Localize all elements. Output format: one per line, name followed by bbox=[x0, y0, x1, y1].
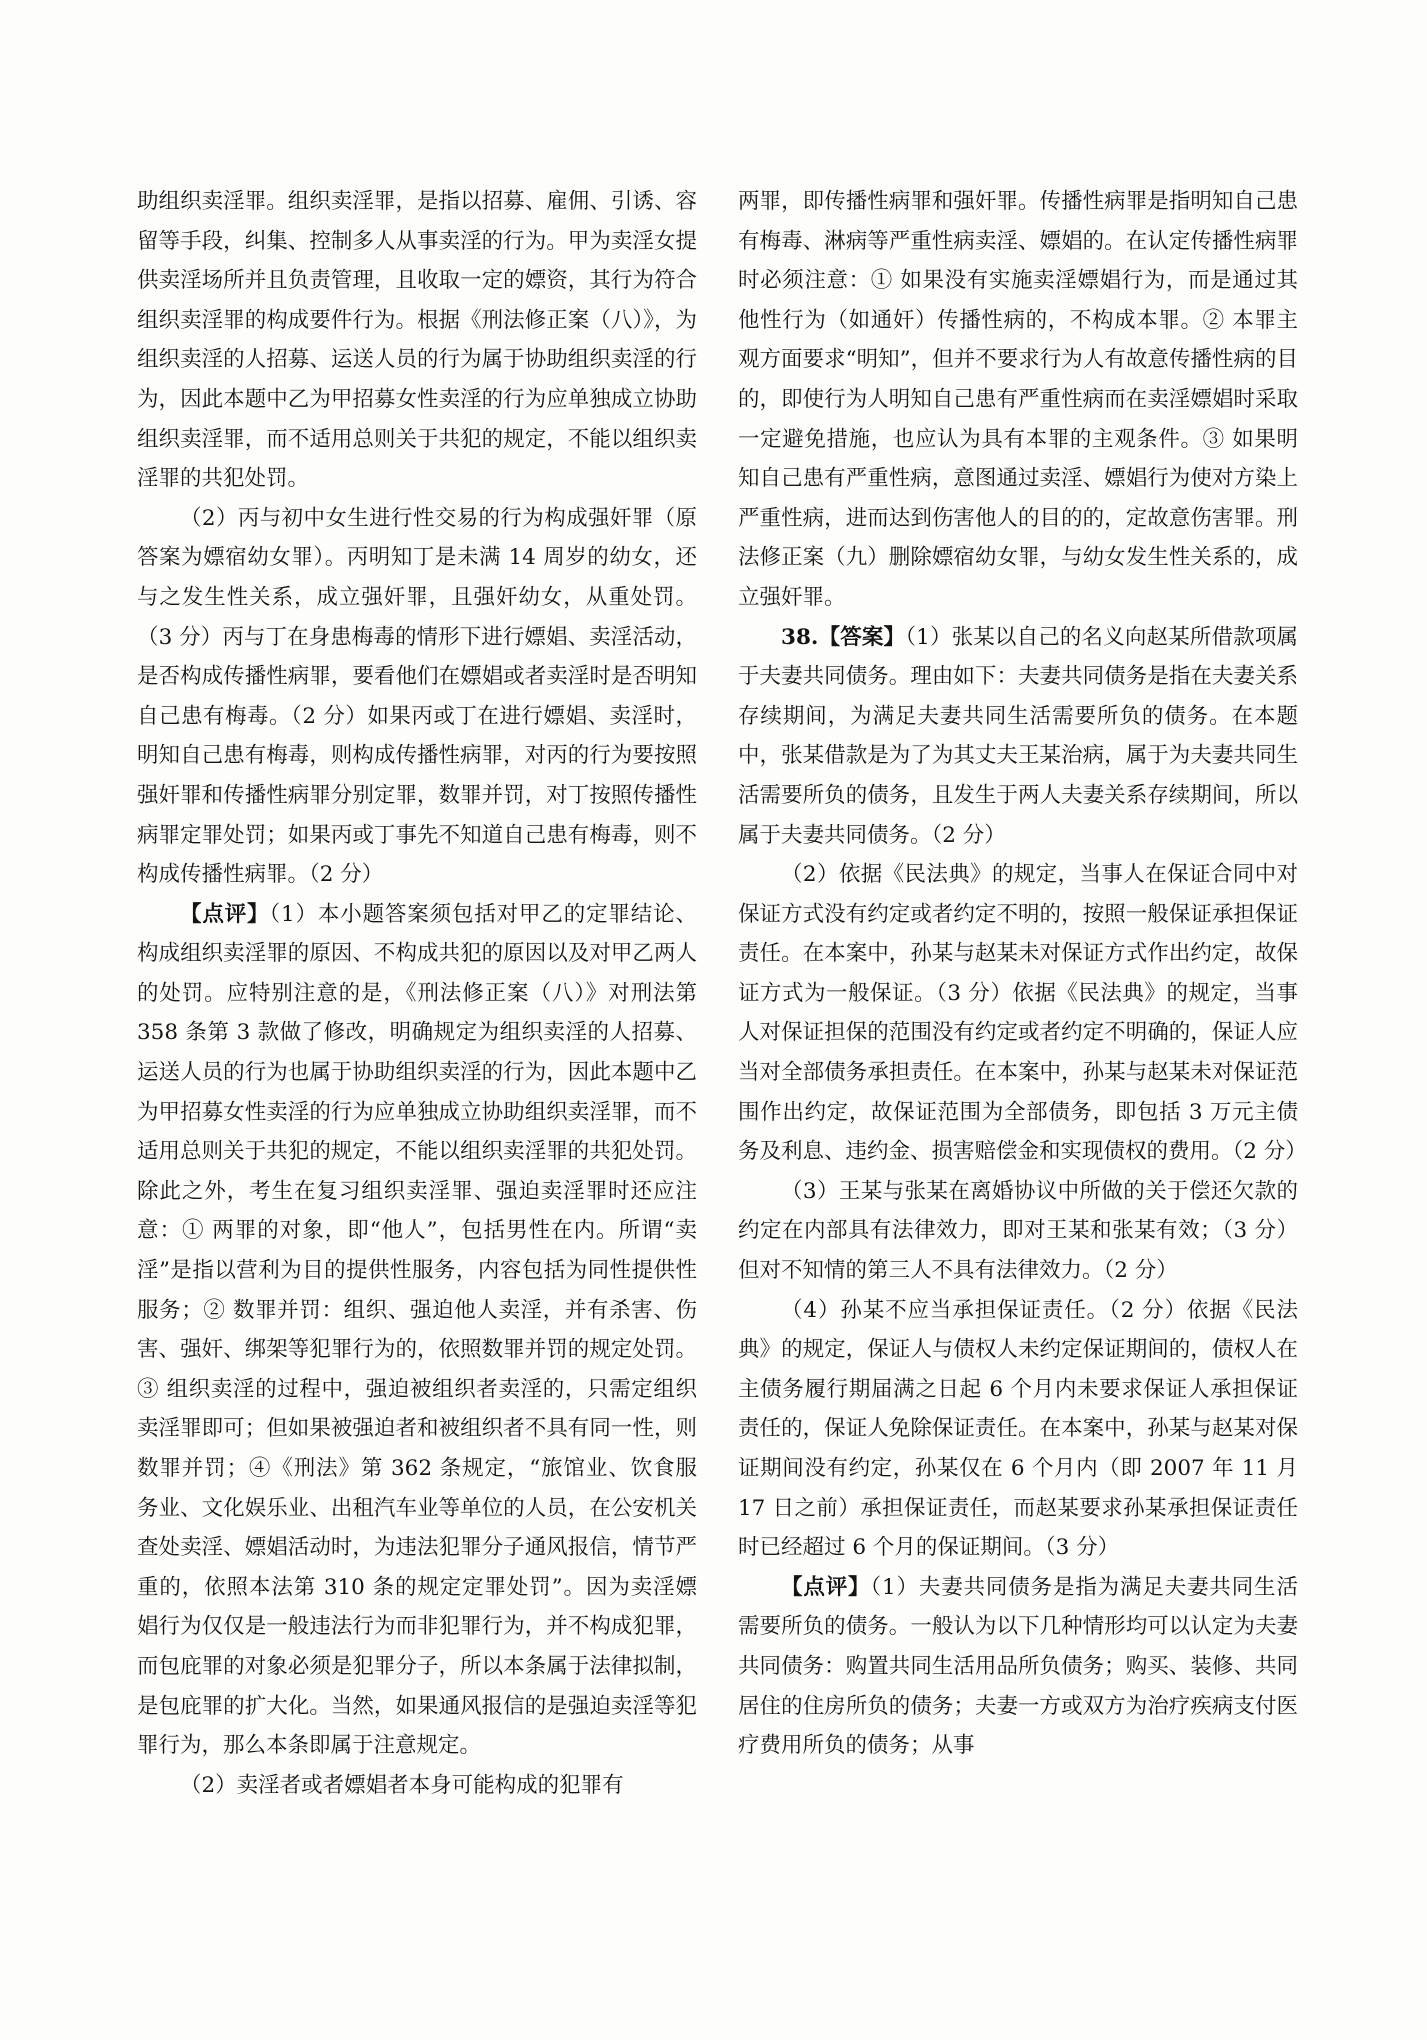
paragraph bbox=[137, 499, 697, 895]
paragraph bbox=[738, 1172, 1298, 1291]
paragraph-text: （1）本小题答案须包括对甲乙的定罪结论、构成组织卖淫罪的原因、不构成共犯的原因以及对甲乙两人的处罚。应特别注意的是，《刑法修正案（八）》对刑法第 358 条第 3 款做了修改，明确规定为组织卖淫的人招募、运送人员的行为也属于协助组织卖淫的行为，因此本题中乙为甲招募女性卖淫的行为应单独成立协助组织卖淫罪，而不适用总则关于共犯的规定，不能以组织卖淫罪的共犯处罚。除此之外，考生在复习组织卖淫罪、强迫卖淫罪时还应注意：① 两罪的对象，即“他人”，包括男性在内。所谓“卖淫”是指以营利为目的提供性服务，内容包括为同性提供性服务；② 数罪并罚：组织、强迫他人卖淫，并有杀害、伤害、强奸、绑架等犯罪行为的，依照数罪并罚的规定处罚。③ 组织卖淫的过程中，强迫被组织者卖淫的，只需定组织卖淫罪即可；但如果被强迫者和被组织者不具有同一性，则数罪并罚；④《刑法》第 362 条规定，“旅馆业、饮食服务业、文化娱乐业、出租汽车业等单位的人员，在公安机关查处卖淫、嫖娼活动时，为违法犯罪分子通风报信，情节严重的，依照本法第 310 条的规定定罪处罚”。因为卖淫嫖娼行为仅仅是一般违法行为而非犯罪行为，并不构成犯罪，而包庇罪的对象必须是犯罪分子，所以本条属于法律拟制，是包庇罪的扩大化。当然，如果通风报信的是强迫卖淫等犯罪行为，那么本条即属于注意规定。 bbox=[137, 901, 697, 1759]
right-column bbox=[738, 182, 1307, 1766]
left-column bbox=[137, 182, 697, 1805]
paragraph bbox=[137, 182, 697, 499]
question-number: 38. bbox=[781, 624, 819, 650]
paragraph-text: （2）丙与初中女生进行性交易的行为构成强奸罪（原答案为嫖宿幼女罪）。丙明知丁是未满 14 周岁的幼女，还与之发生性关系，成立强奸罪，且强奸幼女，从重处罚。（3 分）丙与丁在身患梅毒的情形下进行嫖娼、卖淫活动，是否构成传播性病罪，要看他们在嫖娼或者卖淫时是否明知自己患有梅毒。（2 分）如果丙或丁在进行嫖娼、卖淫时，明知自己患有梅毒，则构成传播性病罪，对丙的行为要按照强奸罪和传播性病罪分别定罪，数罪并罚，对丁按照传播性病罪定罪处罚；如果丙或丁事先不知道自己患有梅毒，则不构成传播性病罪。（2 分） bbox=[137, 505, 697, 888]
paragraph-text: 两罪，即传播性病罪和强奸罪。传播性病罪是指明知自己患有梅毒、淋病等严重性病卖淫、嫖娼的。在认定传播性病罪时必须注意：① 如果没有实施卖淫嫖娼行为，而是通过其他性行为（如通奸）传播性病的，不构成本罪。② 本罪主观方面要求“明知”，但并不要求行为人有故意传播性病的目的，即使行为人明知自己患有严重性病而在卖淫嫖娼时采取一定避免措施，也应认为具有本罪的主观条件。③ 如果明知自己患有严重性病，意图通过卖淫、嫖娼行为使对方染上严重性病，进而达到伤害他人的目的的，定故意伤害罪。刑法修正案（九）删除嫖宿幼女罪，与幼女发生性关系的，成立强奸罪。 bbox=[738, 189, 1298, 610]
paragraph-text: （2）卖淫者或者嫖娼者本身可能构成的犯罪有 bbox=[180, 1772, 624, 1798]
paragraph bbox=[137, 1766, 697, 1806]
paragraph bbox=[738, 182, 1298, 618]
answer-paragraph bbox=[738, 618, 1298, 856]
comment-paragraph bbox=[137, 895, 697, 1766]
paragraph-text: 助组织卖淫罪。组织卖淫罪，是指以招募、雇佣、引诱、容留等手段，纠集、控制多人从事卖淫的行为。甲为卖淫女提供卖淫场所并且负责管理，且收取一定的嫖资，其行为符合组织卖淫罪的构成要件行为。根据《刑法修正案（八）》，为组织卖淫的人招募、运送人员的行为属于协助组织卖淫的行为，因此本题中乙为甲招募女性卖淫的行为应单独成立协助组织卖淫罪，而不适用总则关于共犯的规定，不能以组织卖淫罪的共犯处罚。 bbox=[137, 189, 697, 492]
paragraph-text: （2）依据《民法典》的规定，当事人在保证合同中对保证方式没有约定或者约定不明的，按照一般保证承担保证责任。在本案中，孙某与赵某未对保证方式作出约定，故保证方式为一般保证。（3 分）依据《民法典》的规定，当事人对保证担保的范围没有约定或者约定不明确的，保证人应当对全部债务承担责任。在本案中，孙某与赵某未对保证范围作出约定，故保证范围为全部债务，即包括 3 万元主债务及利息、违约金、损害赔偿金和实现债权的费用。（2 分） bbox=[738, 862, 1307, 1165]
comment-paragraph bbox=[738, 1568, 1298, 1766]
comment-label: 【点评】 bbox=[180, 901, 270, 927]
paragraph bbox=[738, 855, 1307, 1172]
paragraph-text: （1）夫妻共同债务是指为满足夫妻共同生活需要所负的债务。一般认为以下几种情形均可以认定为夫妻共同债务：购置共同生活用品所负债务；购买、装修、共同居住的住房所负的债务；夫妻一方或双方为治疗疾病支付医疗费用所负的债务；从事 bbox=[738, 1574, 1298, 1759]
answer-label: 【答案】 bbox=[818, 624, 906, 650]
paragraph bbox=[738, 1291, 1298, 1568]
paragraph-text: （4）孙某不应当承担保证责任。（2 分）依据《民法典》的规定，保证人与债权人未约定保证期间的，债权人在主债务履行期届满之日起 6 个月内未要求保证人承担保证责任的，保证人免除保证责任。在本案中，孙某与赵某对保证期间没有约定，孙某仅在 6 个月内（即 2007 年 11 月 17 日之前）承担保证责任，而赵某要求孙某承担保证责任时已经超过 6 个月的保证期间。（3 分） bbox=[738, 1297, 1298, 1561]
paragraph-text: （1）张某以自己的名义向赵某所借款项属于夫妻共同债务。理由如下：夫妻共同债务是指在夫妻关系存续期间，为满足夫妻共同生活需要所负的债务。在本题中，张某借款是为了为其丈夫王某治病，属于为夫妻共同生活需要所负的债务，且发生于两人夫妻关系存续期间，所以属于夫妻共同债务。（2 分） bbox=[738, 624, 1298, 848]
comment-label: 【点评】 bbox=[781, 1574, 871, 1600]
paragraph-text: （3）王某与张某在离婚协议中所做的关于偿还欠款的约定在内部具有法律效力，即对王某和张某有效；（3 分）但对不知情的第三人不具有法律效力。（2 分） bbox=[738, 1178, 1298, 1284]
